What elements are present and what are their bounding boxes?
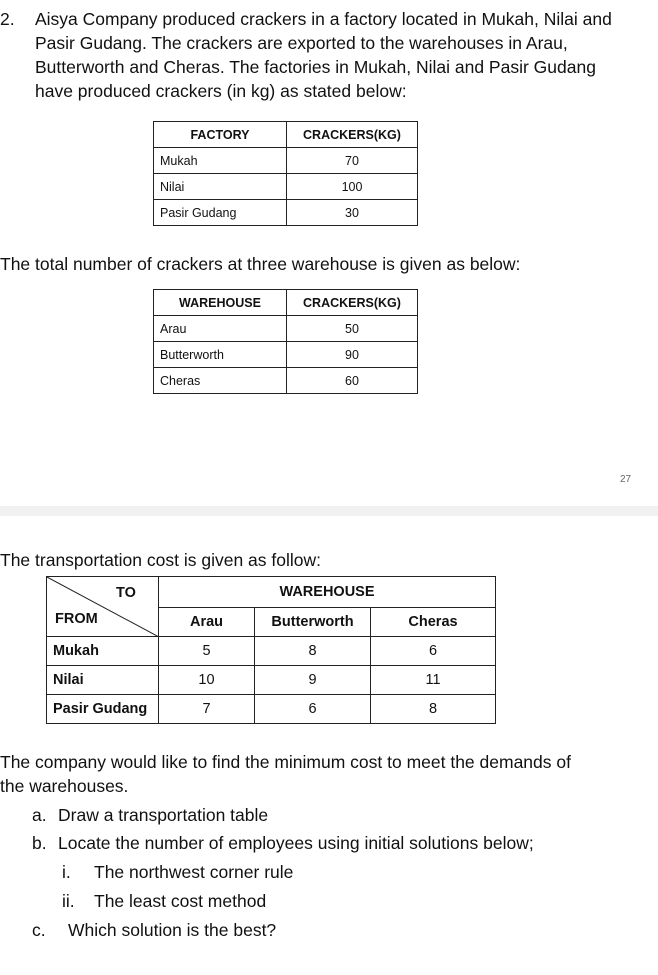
task-c-text: Which solution is the best? [68, 920, 277, 940]
task-a-marker: a. [32, 805, 47, 825]
cost-cell: 10 [159, 666, 255, 695]
row-header: Mukah [47, 637, 159, 666]
question-line: Aisya Company produced crackers in a factory located in Mukah, Nilai and [35, 9, 612, 29]
cost-cell: 7 [159, 695, 255, 724]
table-row [47, 637, 496, 666]
cost-cell: 6 [255, 695, 371, 724]
column-header-arau: Arau [159, 608, 255, 637]
table-row [154, 148, 418, 174]
question-line: Butterworth and Cheras. The factories in Mukah, Nilai and Pasir Gudang [35, 57, 596, 77]
cost-cell: 8 [255, 637, 371, 666]
column-header-cheras: Cheras [371, 608, 496, 637]
closing-line: The company would like to find the minimum cost to meet the demands of [0, 752, 571, 772]
factory-table [153, 121, 418, 226]
warehouse-group-header: WAREHOUSE [159, 577, 496, 608]
cost-cell: 9 [255, 666, 371, 695]
cost-intro: The transportation cost is given as follow: [0, 550, 321, 570]
to-from-corner-cell [47, 577, 159, 637]
row-header: Pasir Gudang [47, 695, 159, 724]
question-text [35, 7, 645, 103]
table-row [154, 316, 418, 342]
table-cell: Nilai [154, 174, 287, 200]
table-header: WAREHOUSE [154, 290, 287, 316]
table-cell: 60 [287, 368, 418, 394]
table-header: FACTORY [154, 122, 287, 148]
row-header: Nilai [47, 666, 159, 695]
table-cell: Pasir Gudang [154, 200, 287, 226]
table-cell: 90 [287, 342, 418, 368]
cost-cell: 8 [371, 695, 496, 724]
question-line: Pasir Gudang. The crackers are exported to the warehouses in Arau, [35, 33, 568, 53]
task-b-marker: b. [32, 833, 47, 853]
task-c-marker: c. [32, 920, 46, 940]
table-header: CRACKERS(KG) [287, 290, 418, 316]
table-row [154, 200, 418, 226]
table-cell: Arau [154, 316, 287, 342]
cost-table [46, 576, 496, 724]
closing-line: the warehouses. [0, 776, 129, 796]
diagonal-divider [47, 577, 159, 637]
table-cell: Butterworth [154, 342, 287, 368]
question-number: 2. [0, 9, 15, 29]
table-header-row [154, 122, 418, 148]
table-row [154, 342, 418, 368]
table-header: CRACKERS(KG) [287, 122, 418, 148]
question-line: have produced crackers (in kg) as stated below: [35, 81, 407, 101]
table-cell: Cheras [154, 368, 287, 394]
column-header-butterworth: Butterworth [255, 608, 371, 637]
task-a-text: Draw a transportation table [58, 805, 269, 825]
task-b-ii-text: The least cost method [94, 891, 267, 911]
table-row [47, 666, 496, 695]
table-row [154, 174, 418, 200]
table-cell: Mukah [154, 148, 287, 174]
table-header-row [154, 290, 418, 316]
page-number: 27 [620, 474, 632, 485]
table-cell: 100 [287, 174, 418, 200]
from-label: FROM [55, 611, 98, 627]
table-row [154, 368, 418, 394]
warehouse-table [153, 289, 418, 394]
table-cell: 50 [287, 316, 418, 342]
task-b-i-text: The northwest corner rule [94, 862, 294, 882]
cost-cell: 5 [159, 637, 255, 666]
task-b-ii-marker: ii. [62, 891, 75, 911]
page-divider [0, 506, 658, 516]
cost-cell: 6 [371, 637, 496, 666]
task-b-i-marker: i. [62, 862, 71, 882]
table-header-row [47, 577, 496, 608]
task-b-text: Locate the number of employees using initial solutions below; [58, 833, 534, 853]
table-cell: 70 [287, 148, 418, 174]
to-label: TO [116, 585, 136, 601]
table-cell: 30 [287, 200, 418, 226]
table-row [47, 695, 496, 724]
cost-cell: 11 [371, 666, 496, 695]
warehouse-intro: The total number of crackers at three warehouse is given as below: [0, 254, 521, 274]
